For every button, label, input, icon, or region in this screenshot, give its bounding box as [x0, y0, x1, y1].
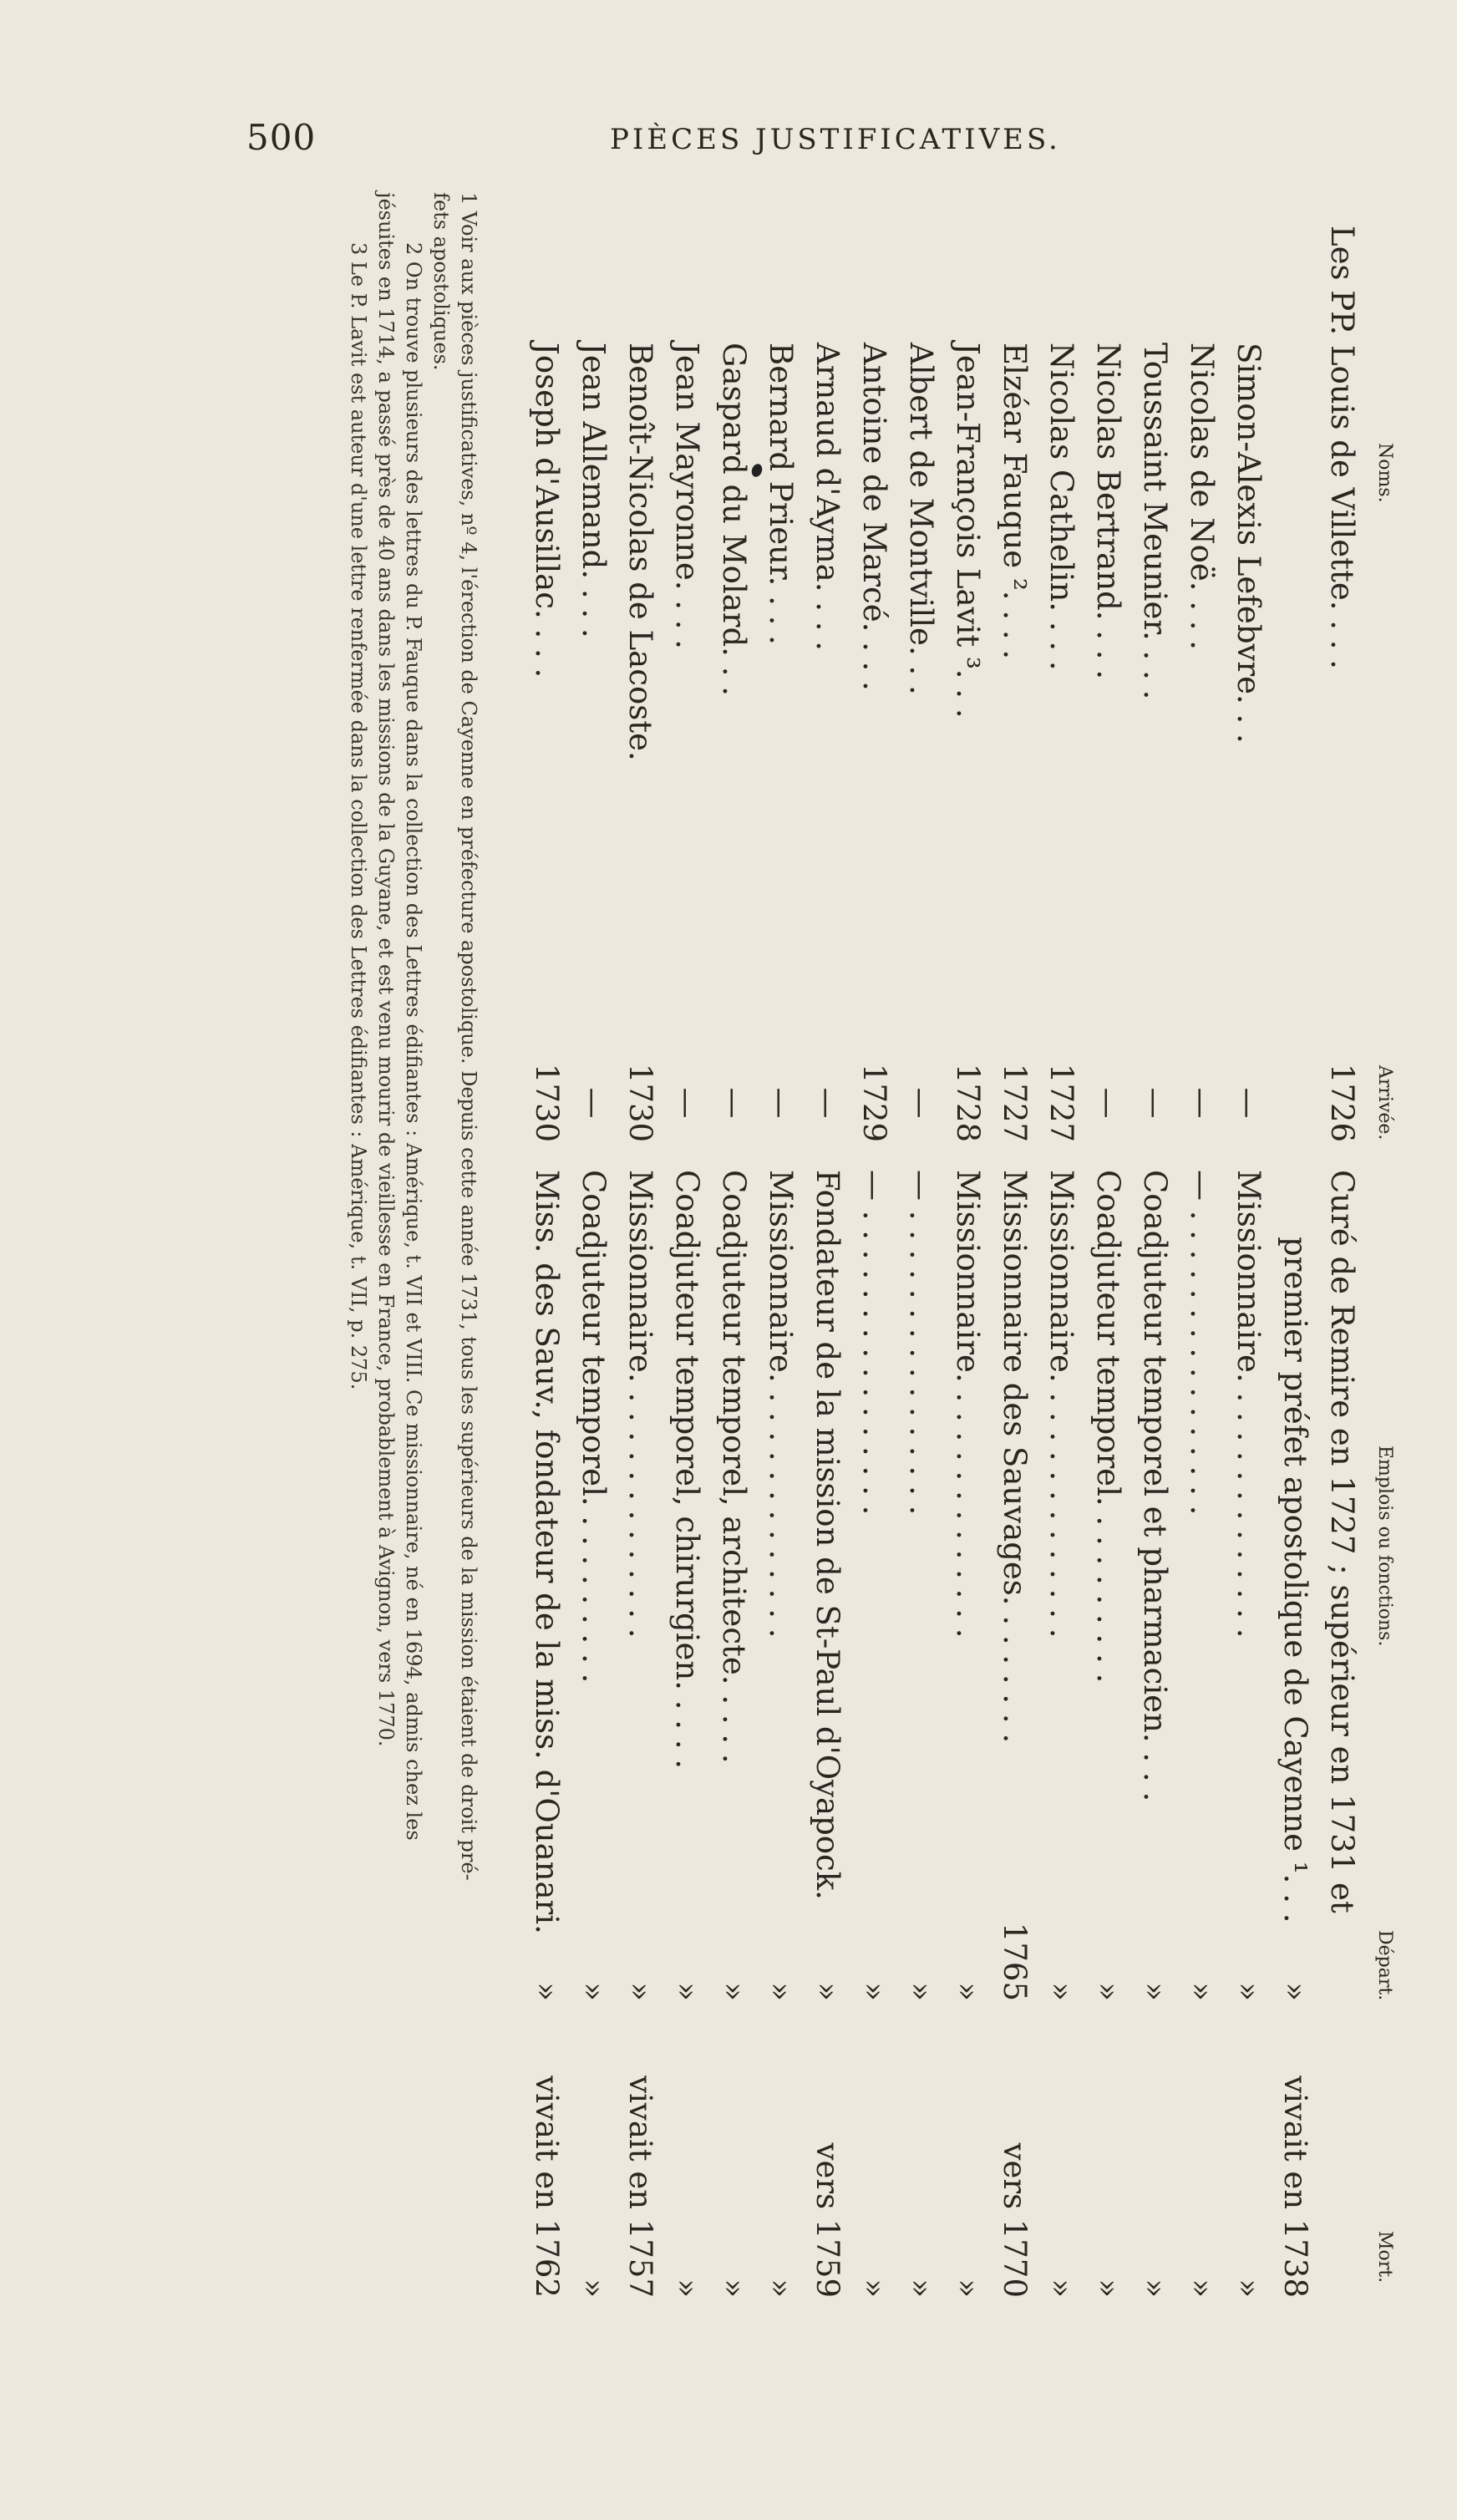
cell-arrivee: 1730: [622, 1063, 658, 1143]
cell-depart: »: [622, 1982, 658, 2001]
cell-arrivee: 1727: [1043, 1063, 1079, 1143]
cell-name: Gaspard du Molard. . .: [716, 343, 752, 696]
cell-name: Arnaud d'Ayma. . . .: [810, 343, 845, 652]
cell-mort: »: [903, 2279, 939, 2298]
page-number: 500: [246, 117, 317, 158]
cell-depart: »: [856, 1982, 892, 2001]
cell-emploi: — . . . . . . . . . . . . . . . .: [1184, 1170, 1220, 1516]
cell-depart: »: [950, 1982, 986, 2001]
cell-mort: »: [576, 2279, 612, 2298]
cell-mort: »: [1090, 2279, 1126, 2298]
cell-depart: »: [1231, 1982, 1267, 2001]
cell-arrivee: 1729: [856, 1063, 892, 1143]
cell-emploi: Missionnaire des Sauvages. . . . . . . .: [997, 1170, 1033, 1744]
cell-depart: »: [903, 1982, 939, 2001]
cell-depart: »: [669, 1982, 705, 2001]
cell-emploi: Coadjuteur temporel. . . . . . . . . .: [1090, 1170, 1126, 1684]
cell-mort: vivait en 1738: [1277, 2075, 1313, 2298]
table-row: [658, 192, 705, 2348]
cell-emploi: premier préfet apostolique de Cayenne ¹. . .: [1277, 1237, 1313, 1923]
cell-mort: »: [1043, 2279, 1079, 2298]
cell-arrivee: —: [1090, 1087, 1126, 1119]
cell-arrivee: —: [1231, 1087, 1267, 1119]
cell-name: Les PP. Louis de Villette. . . .: [1324, 226, 1360, 670]
cell-emploi: — . . . . . . . . . . . . . . . .: [903, 1170, 939, 1516]
cell-emploi: Missionnaire. . . . . . . . . . . . . .: [1231, 1170, 1267, 1639]
table-row: [1267, 192, 1313, 2348]
table-row: [892, 192, 939, 2348]
cell-depart: »: [763, 1982, 799, 2001]
table-row: [518, 192, 565, 2348]
cell-depart: »: [576, 1982, 612, 2001]
cell-name: Toussaint Meunier. . . .: [1137, 343, 1173, 700]
column-header-depart: Départ.: [1374, 1930, 1395, 2001]
cell-mort: »: [1231, 2279, 1267, 2298]
table-row: [1173, 192, 1220, 2348]
table-row: [939, 192, 986, 2348]
cell-mort: vers 1770: [997, 2142, 1033, 2298]
cell-name: Elzéar Fauque ². . . .: [997, 343, 1033, 660]
cell-depart: »: [529, 1982, 565, 2001]
cell-depart: 1765: [997, 1922, 1033, 2001]
footnote-3: 3 Le P. Lavit est auteur d'une lettre renfermée dans la collection des Lettres édifiantes : Amérique, t. VII, p. 275.: [347, 242, 370, 1390]
cell-emploi: — . . . . . . . . . . . . . . . .: [856, 1170, 892, 1516]
cell-name: Benoît-Nicolas de Lacoste.: [622, 343, 658, 761]
cell-arrivee: —: [1184, 1087, 1220, 1119]
table-row: [705, 192, 752, 2348]
column-header-mort: Mort.: [1374, 2231, 1395, 2284]
cell-emploi: Curé de Remire en 1727 ; supérieur en 1731 et: [1324, 1170, 1360, 1913]
cell-name: Jean-François Lavit ³. . .: [950, 343, 986, 719]
cell-name: Nicolas de Noë. . . .: [1184, 343, 1220, 651]
footnote-2-continued: jésuites en 1714, a passé près de 40 ans dans les missions de la Guyane, et est venu mourir de vieillesse en France, probablement à Avignon, vers 1770.: [374, 192, 398, 1747]
cell-arrivee: 1730: [529, 1063, 565, 1143]
cell-mort: »: [716, 2279, 752, 2298]
cell-arrivee: —: [1137, 1087, 1173, 1119]
cell-mort: vivait en 1762: [529, 2075, 565, 2298]
cell-emploi: Coadjuteur temporel. . . . . . . . . .: [576, 1170, 612, 1684]
table-row: [845, 192, 892, 2348]
cell-emploi: Coadjuteur temporel, architecte. . . . .: [716, 1170, 752, 1764]
cell-emploi: Missionnaire. . . . . . . . . . . . . .: [1043, 1170, 1079, 1639]
cell-name: Albert de Montville. . .: [903, 343, 939, 695]
cell-name: Simon-Alexis Lefebvre. . .: [1231, 343, 1267, 744]
cell-name: Bernard Prieur. . . .: [763, 343, 799, 645]
table-row: [1126, 192, 1173, 2348]
cell-name: Nicolas Bertrand. . . .: [1090, 343, 1126, 680]
cell-name: Nicolas Cathelin. . . .: [1043, 343, 1079, 671]
cell-arrivee: —: [716, 1087, 752, 1119]
table-row: [752, 192, 799, 2348]
column-header-emplois: Emplois ou fonctions.: [1374, 1445, 1395, 1647]
cell-arrivee: —: [669, 1087, 705, 1119]
rotated-table: [301, 192, 1412, 2348]
cell-depart: »: [716, 1982, 752, 2001]
cell-depart: »: [1043, 1982, 1079, 2001]
cell-arrivee: 1727: [997, 1063, 1033, 1143]
table-row: [799, 192, 845, 2348]
table-row: [986, 192, 1033, 2348]
cell-mort: »: [950, 2279, 986, 2298]
cell-depart: »: [1137, 1982, 1173, 2001]
cell-emploi: Coadjuteur temporel et pharmacien. . . .: [1137, 1170, 1173, 1802]
cell-mort: »: [1184, 2279, 1220, 2298]
footnote-1: 1 Voir aux pièces justificatives, nº 4, l'érection de Cayenne en préfecture apostolique. Depuis cette année 1731, tous les supérieurs de la mission étaient de droit pré-: [457, 192, 480, 1881]
cell-emploi: Miss. des Sauv., fondateur de la miss. d'Ouanari.: [529, 1170, 565, 1934]
cell-depart: »: [810, 1982, 845, 2001]
table-row: [1079, 192, 1126, 2348]
cell-mort: vers 1759: [810, 2142, 845, 2298]
cell-depart: »: [1277, 1982, 1313, 2001]
cell-depart: »: [1090, 1982, 1126, 2001]
running-head: PIÈCES JUSTIFICATIVES.: [610, 123, 1061, 156]
cell-depart: »: [1184, 1982, 1220, 2001]
table-row: [1033, 192, 1079, 2348]
cell-arrivee: 1728: [950, 1063, 986, 1143]
cell-emploi: Coadjuteur temporel, chirurgien. . . . .: [669, 1170, 705, 1770]
cell-mort: »: [669, 2279, 705, 2298]
cell-arrivee: —: [903, 1087, 939, 1119]
table-row: [565, 192, 612, 2348]
table-row: [1313, 192, 1360, 2348]
cell-name: Joseph d'Ausillac. . . .: [529, 343, 565, 678]
cell-emploi: Missionnaire. . . . . . . . . . . . . .: [950, 1170, 986, 1639]
footnote-1-continued: fets apostoliques.: [429, 192, 453, 371]
cell-emploi: Fondateur de la mission de St-Paul d'Oyapock.: [810, 1170, 845, 1900]
cell-name: Jean Mayronne. . . .: [669, 343, 705, 650]
cell-arrivee: —: [763, 1087, 799, 1119]
column-header-arrivee: Arrivée.: [1374, 1065, 1395, 1141]
column-header-noms: Noms.: [1374, 443, 1395, 503]
cell-emploi: Missionnaire. . . . . . . . . . . . . .: [622, 1170, 658, 1639]
cell-arrivee: —: [576, 1087, 612, 1119]
cell-mort: »: [1137, 2279, 1173, 2298]
table-row: [612, 192, 658, 2348]
cell-name: Antoine de Marcé. . . .: [856, 343, 892, 691]
cell-name: Jean Allemand. . . .: [576, 343, 612, 638]
cell-arrivee: 1726: [1324, 1063, 1360, 1143]
cell-arrivee: —: [810, 1087, 845, 1119]
cell-mort: »: [763, 2279, 799, 2298]
cell-emploi: Missionnaire. . . . . . . . . . . . . .: [763, 1170, 799, 1639]
cell-mort: vivait en 1757: [622, 2075, 658, 2298]
footnote-2: 2 On trouve plusieurs des lettres du P. Fauque dans la collection des Lettres édifiantes : Amérique, t. VII et VIII. Ce missionnaire, né en 1694, admis chez les: [402, 242, 425, 1841]
table-row: [1220, 192, 1267, 2348]
cell-mort: »: [856, 2279, 892, 2298]
